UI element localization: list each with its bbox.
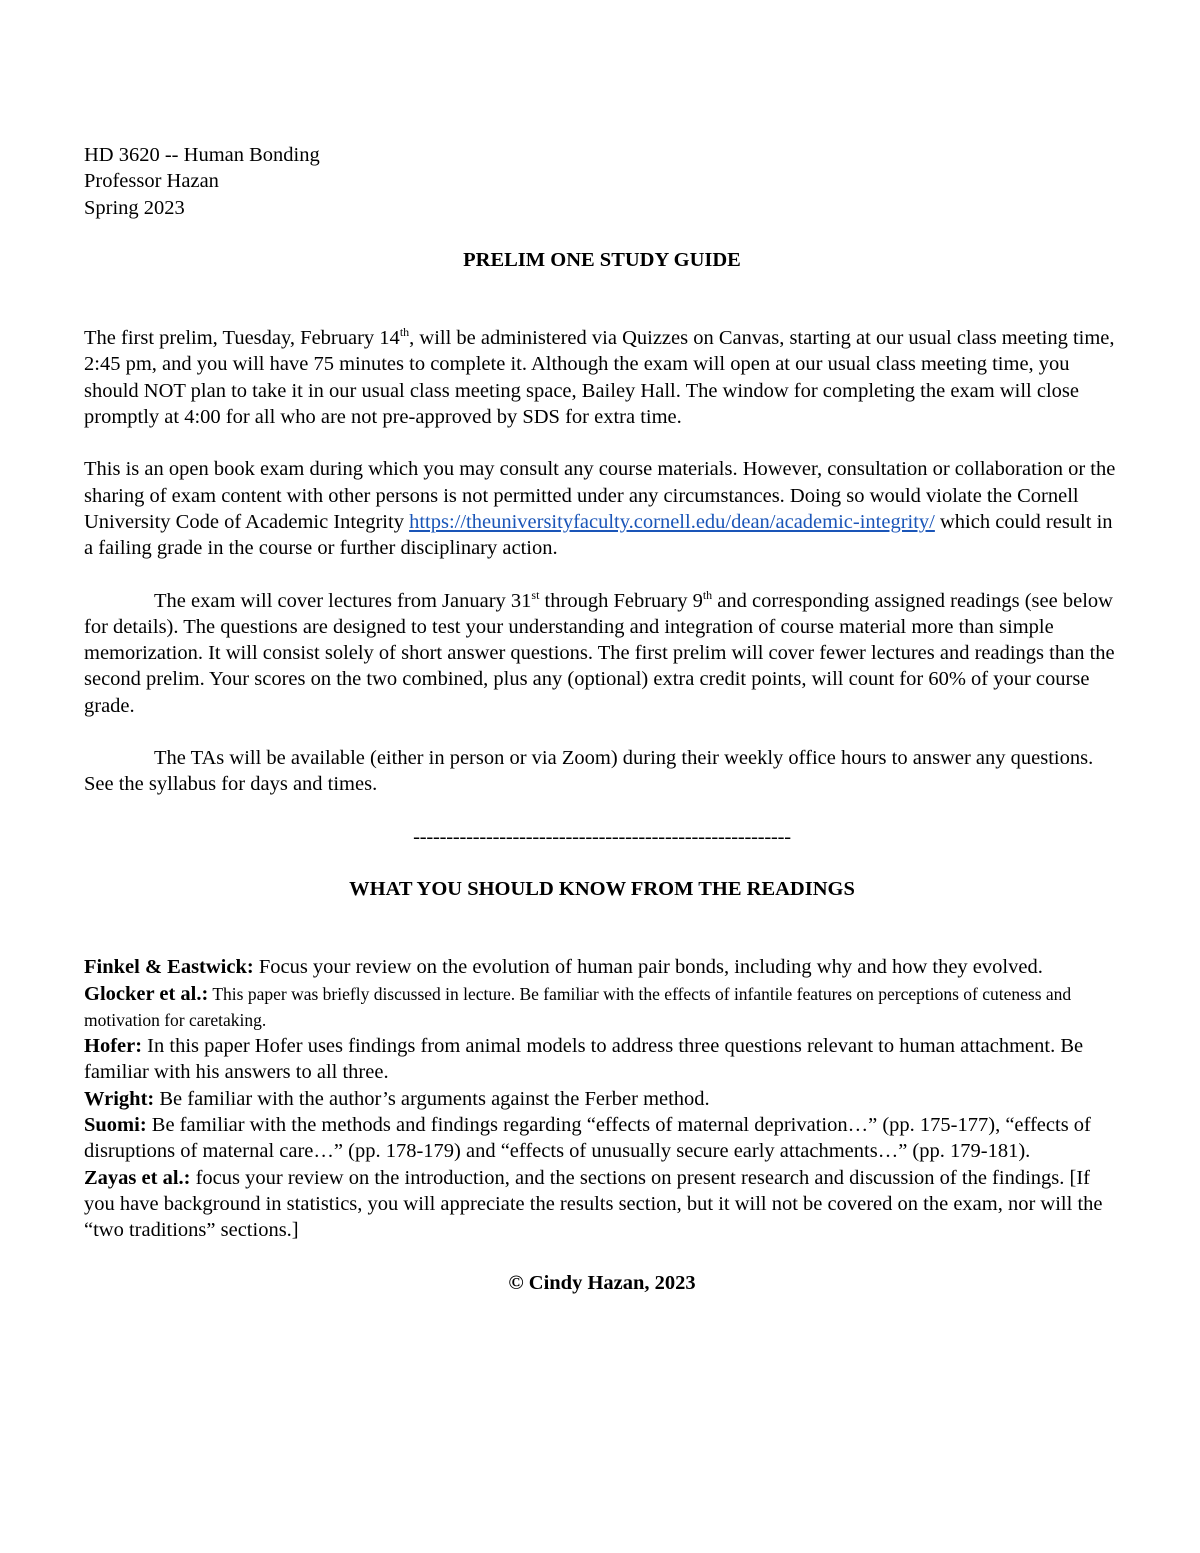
exam-info-paragraph: The first prelim, Tuesday, February 14th, will be administered via Quizzes on Canvas, starting at our usual class meeting time, 2:45 pm, and you will have 75 minutes to complete it. Although the exam will open at our usual class meeting time, you should NOT plan to take it in our usual class meeting space, Bailey Hall. The window for completing the exam will close promptly at 4:00 for all who are not pre-approved by SDS for extra time. [84, 325, 1115, 429]
office-hours-paragraph: The TAs will be available (either in person or via Zoom) during their weekly office hours to answer any questions. See the syllabus for days and times. [84, 747, 1094, 796]
reading-item: Finkel & Eastwick: Focus your review on the evolution of human pair bonds, including why and how they evolved. [84, 956, 1043, 979]
reading-item: Zayas et al.: focus your review on the introduction, and the sections on present research and discussion of the findings. [If you have background in statistics, you will appreciate the results section, but it will not be covered on the exam, nor will the “two traditions” sections.] [84, 1166, 1103, 1242]
term: Spring 2023 [84, 196, 185, 219]
document-content [84, 142, 1120, 1296]
reading-item: Hofer: In this paper Hofer uses findings from animal models to address three questions relevant to human attachment. Be familiar with his answers to all three. [84, 1035, 1084, 1084]
course-title: HD 3620 -- Human Bonding [84, 144, 320, 166]
readings-list [84, 954, 1120, 1243]
reading-item: Wright: Be familiar with the author’s arguments against the Ferber method. [84, 1087, 710, 1110]
readings-heading: WHAT YOU SHOULD KNOW FROM THE READINGS [349, 877, 855, 900]
page-title: PRELIM ONE STUDY GUIDE [463, 248, 741, 271]
section-divider: --------------------------------------------------------- [413, 825, 791, 848]
professor-name: Professor Hazan [84, 170, 219, 193]
copyright-notice: © Cindy Hazan, 2023 [508, 1271, 696, 1294]
integrity-paragraph: This is an open book exam during which you may consult any course materials. However, consultation or collaboration or the sharing of exam content with other persons is not permitted under any circumstances. Doing so would violate the Cornell University Code of Academic Integrity https://theuniversityfaculty.cornell.edu/dean/academic-integrity/ which could result in a failing grade in the course or further disciplinary action. [84, 458, 1116, 560]
academic-integrity-link[interactable]: https://theuniversityfaculty.cornell.edu/dean/academic-integrity/ [409, 510, 935, 533]
coverage-paragraph: The exam will cover lectures from January 31st through February 9th and corresponding assigned readings (see below for details). The questions are designed to test your understanding and integration of course material more than simple memorization. It will consist solely of short answer questions. The first prelim will cover fewer lectures and readings than the second prelim. Your scores on the two combined, plus any (optional) extra credit points, will count for 60% of your course grade. [84, 587, 1115, 717]
reading-item: Suomi: Be familiar with the methods and findings regarding “effects of maternal deprivation…” (pp. 175-177), “effects of disruptions of maternal care…” (pp. 178-179) and “effects of unusually secure early attachments…” (pp. 179-181). [84, 1114, 1091, 1163]
course-header [84, 142, 1120, 221]
reading-item: Glocker et al.: This paper was briefly discussed in lecture. Be familiar with the effects of infantile features on perceptions of cuteness and motivation for caretaking. [84, 982, 1072, 1030]
